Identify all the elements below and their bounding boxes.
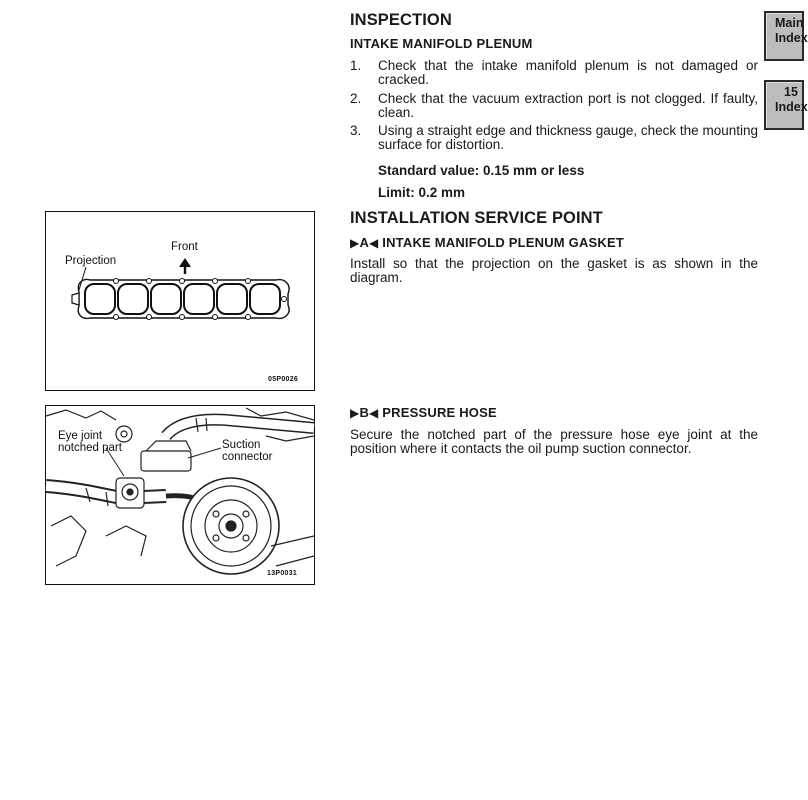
item-text: Using a straight edge and thickness gauge, check the mounting surface for distortion. [378, 123, 758, 152]
eye-joint-label-line1: Eye joint [58, 430, 103, 442]
marker-right-icon: ◀ [369, 236, 379, 250]
main-index-button[interactable] [764, 11, 808, 61]
pressure-hose-figure [45, 405, 315, 585]
marker-left-icon: ▶ [350, 406, 360, 420]
limit-value: Limit: 0.2 mm [378, 185, 466, 200]
item-number: 1. [350, 58, 362, 73]
eye-joint-label-line2: notched part [58, 442, 122, 454]
group-index-line1: 15 [784, 85, 798, 99]
group-index-button[interactable] [764, 80, 808, 130]
service-point-a-text: Install so that the projection on the gasket is as shown in the diagram. [350, 256, 758, 285]
suction-label-line2: connector [222, 451, 273, 463]
installation-title: INSTALLATION SERVICE POINT [350, 209, 603, 227]
item-number: 3. [350, 123, 362, 138]
item-number: 2. [350, 91, 362, 106]
figure-code: 13P0031 [267, 570, 298, 577]
item-text: Check that the intake manifold plenum is not damaged or cracked. [378, 58, 758, 87]
inspection-item-2 [350, 92, 758, 120]
group-index-line2: Index [775, 100, 808, 114]
standard-value: Standard value: 0.15 mm or less [378, 163, 585, 178]
inspection-subtitle: INTAKE MANIFOLD PLENUM [350, 36, 533, 51]
gasket-figure [45, 211, 315, 391]
item-text: Check that the vacuum extraction port is not clogged. If faulty, clean. [378, 91, 758, 120]
service-point-title: PRESSURE HOSE [382, 405, 497, 420]
figure-code: 05P0026 [268, 376, 299, 383]
marker-left-icon: ▶ [350, 236, 360, 250]
service-point-letter: A [359, 235, 370, 250]
service-point-title: INTAKE MANIFOLD PLENUM GASKET [382, 235, 624, 250]
service-point-b-text: Secure the notched part of the pressure hose eye joint at the position where it contacts the oil pump suction connector. [350, 427, 758, 456]
service-point-letter: B [359, 405, 370, 420]
inspection-item-1 [350, 59, 758, 87]
inspection-item-3 [350, 124, 758, 152]
gasket-diagram [46, 212, 314, 390]
service-point-a-heading [350, 235, 624, 250]
service-point-b-heading [350, 405, 497, 420]
projection-label: Projection [65, 255, 117, 267]
suction-label-line1: Suction [222, 439, 261, 451]
marker-right-icon: ◀ [369, 406, 379, 420]
inspection-title: INSPECTION [350, 11, 452, 29]
main-index-line1: Main [775, 16, 804, 30]
front-label: Front [171, 241, 198, 253]
main-index-line2: Index [775, 31, 808, 45]
